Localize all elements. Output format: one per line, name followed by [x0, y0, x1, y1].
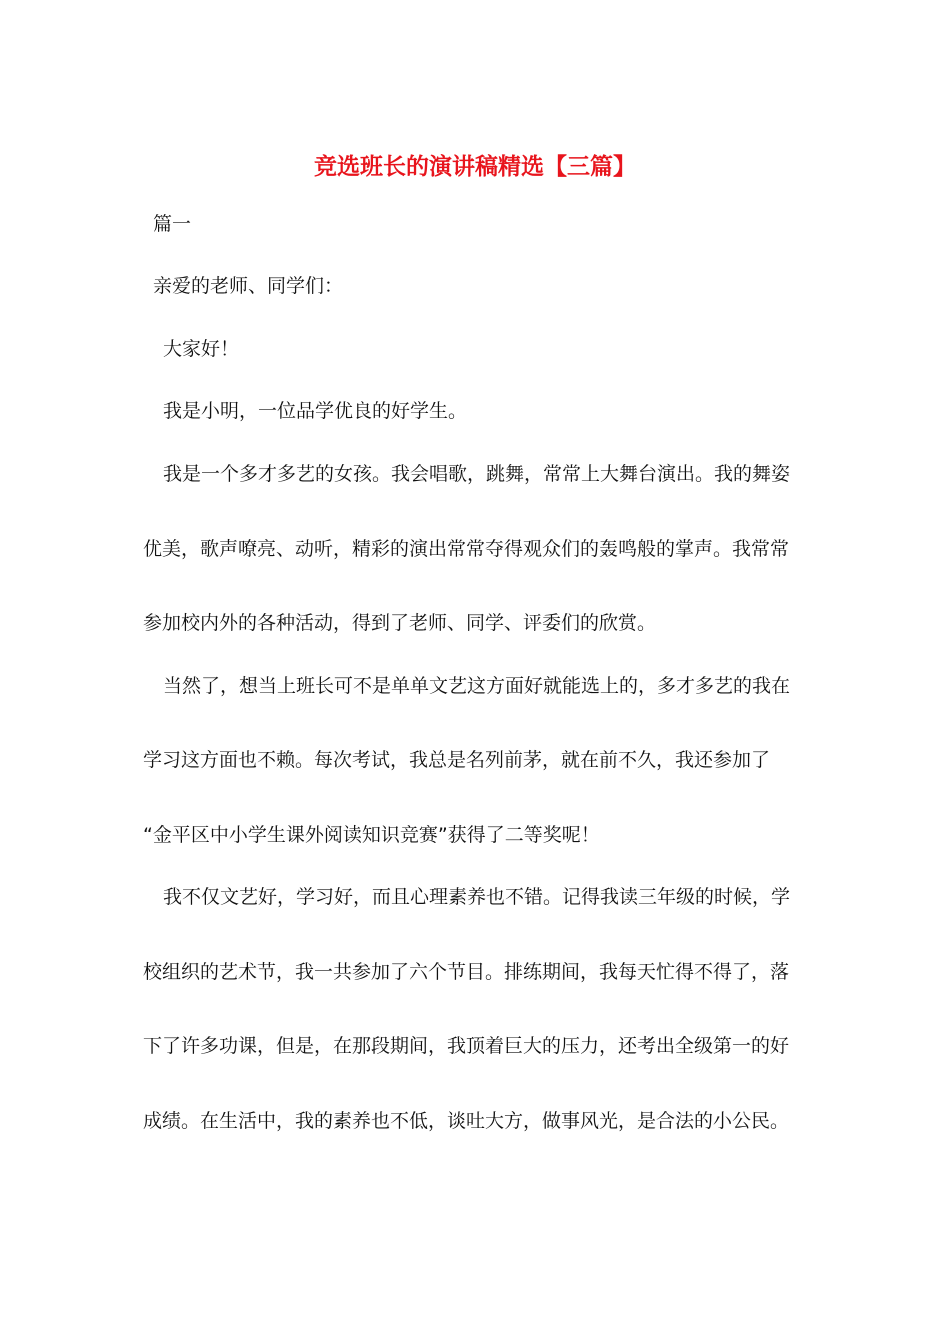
paragraph-line: 当然了，想当上班长可不是单单文艺这方面好就能选上的，多才多艺的我在	[163, 675, 791, 697]
document-title: 竞选班长的演讲稿精选【三篇】	[314, 153, 636, 180]
paragraph-line: 我是小明，一位品学优良的好学生。	[163, 400, 468, 422]
greeting: 大家好！	[163, 338, 240, 360]
paragraph-line: 下了许多功课，但是，在那段期间，我顶着巨大的压力，还考出全级第一的好	[143, 1035, 790, 1057]
paragraph-line: 参加校内外的各种活动，得到了老师、同学、评委们的欣赏。	[143, 612, 657, 634]
salutation: 亲爱的老师、同学们：	[153, 275, 344, 297]
paragraph-line: 成绩。在生活中，我的素养也不低，谈吐大方，做事风光，是合法的小公民。	[143, 1110, 790, 1132]
paragraph-line: 我是一个多才多艺的女孩。我会唱歌，跳舞，常常上大舞台演出。我的舞姿	[163, 463, 791, 485]
paragraph-line: 优美，歌声嘹亮、动听，精彩的演出常常夺得观众们的轰鸣般的掌声。我常常	[143, 538, 790, 560]
paragraph-line: “金平区中小学生课外阅读知识竞赛”获得了二等奖呢！	[143, 824, 600, 846]
section-heading: 篇一	[153, 213, 192, 235]
paragraph-line: 我不仅文艺好，学习好，而且心理素养也不错。记得我读三年级的时候，学	[163, 886, 791, 908]
paragraph-line: 学习这方面也不赖。每次考试，我总是名列前茅，就在前不久，我还参加了	[143, 749, 771, 771]
paragraph-line: 校组织的艺术节，我一共参加了六个节目。排练期间，我每天忙得不得了，落	[143, 961, 790, 983]
